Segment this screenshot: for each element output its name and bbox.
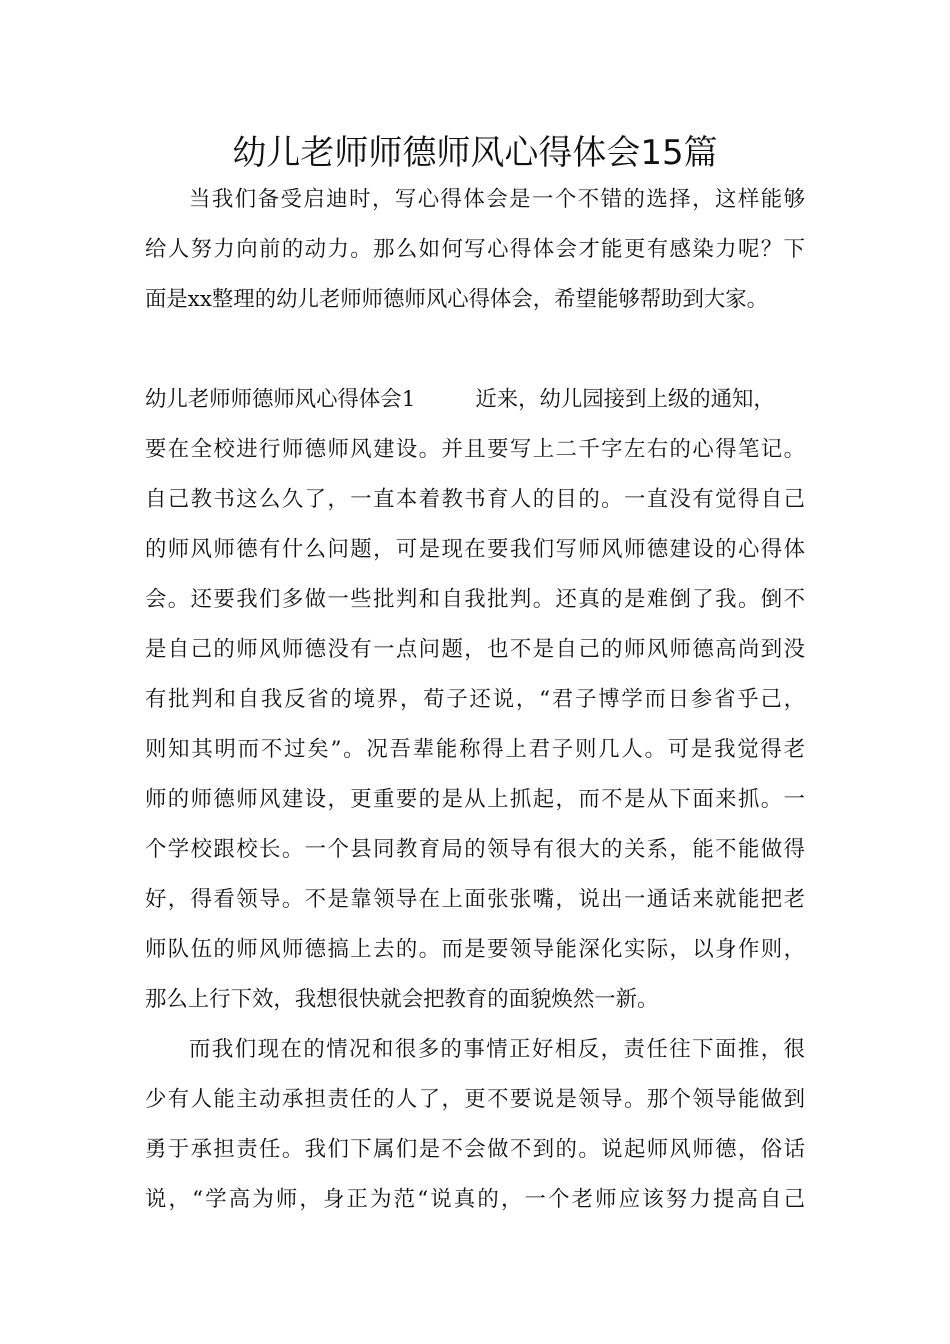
paragraph2-line-1: 而我们现在的情况和很多的事情正好相反，责任往下面推，很 xyxy=(189,1037,805,1062)
section-line-8: 师的师德师风建设，更重要的是从上抓起，而不是从下面来抓。一 xyxy=(145,787,805,812)
section-line-11: 师队伍的师风师德搞上去的。而是要领导能深化实际，以身作则， xyxy=(145,937,805,962)
paragraph2-line-4: 说，“学高为师，身正为范“说真的，一个老师应该努力提高自己 xyxy=(145,1187,805,1212)
section-line-2: 自己教书这么久了，一直本着教书育人的目的。一直没有觉得自己 xyxy=(145,487,805,512)
section-line-10: 好，得看领导。不是靠领导在上面张张嘴，说出一通话来就能把老 xyxy=(145,887,805,912)
section-heading: 幼儿老师师德师风心得体会1 xyxy=(145,387,416,412)
section-heading-line xyxy=(145,375,805,425)
paragraph2-line-2: 少有人能主动承担责任的人了，更不要说是领导。那个领导能做到 xyxy=(145,1087,805,1112)
section-line-12: 那么上行下效，我想很快就会把教育的面貌焕然一新。 xyxy=(145,987,659,1012)
section-first-line: 近来，幼儿园接到上级的通知， xyxy=(475,387,775,412)
intro-line-3: 面是xx整理的幼儿老师师德师风心得体会，希望能够帮助到大家。 xyxy=(145,287,769,312)
section-line-5: 是自己的师风师德没有一点问题，也不是自己的师风师德高尚到没 xyxy=(145,637,805,662)
document-title: 幼儿老师师德师风心得体会15篇 xyxy=(232,133,718,173)
paragraph2-line-3: 勇于承担责任。我们下属们是不会做不到的。说起师风师德，俗话 xyxy=(145,1137,805,1162)
section-line-6: 有批判和自我反省的境界，荀子还说，“君子博学而日参省乎己， xyxy=(145,687,805,712)
section-line-9: 个学校跟校长。一个县同教育局的领导有很大的关系，能不能做得 xyxy=(145,837,805,862)
intro-line-1: 当我们备受启迪时，写心得体会是一个不错的选择，这样能够 xyxy=(189,187,805,212)
intro-line-2: 给人努力向前的动力。那么如何写心得体会才能更有感染力呢？下 xyxy=(145,237,805,262)
section-line-1: 要在全校进行师德师风建设。并且要写上二千字左右的心得笔记。 xyxy=(145,437,805,462)
section-line-4: 会。还要我们多做一些批判和自我批判。还真的是难倒了我。倒不 xyxy=(145,587,805,612)
section-line-3: 的师风师德有什么问题，可是现在要我们写师风师德建设的心得体 xyxy=(145,537,805,562)
section-line-7: 则知其明而不过矣”。况吾辈能称得上君子则几人。可是我觉得老 xyxy=(145,737,805,762)
